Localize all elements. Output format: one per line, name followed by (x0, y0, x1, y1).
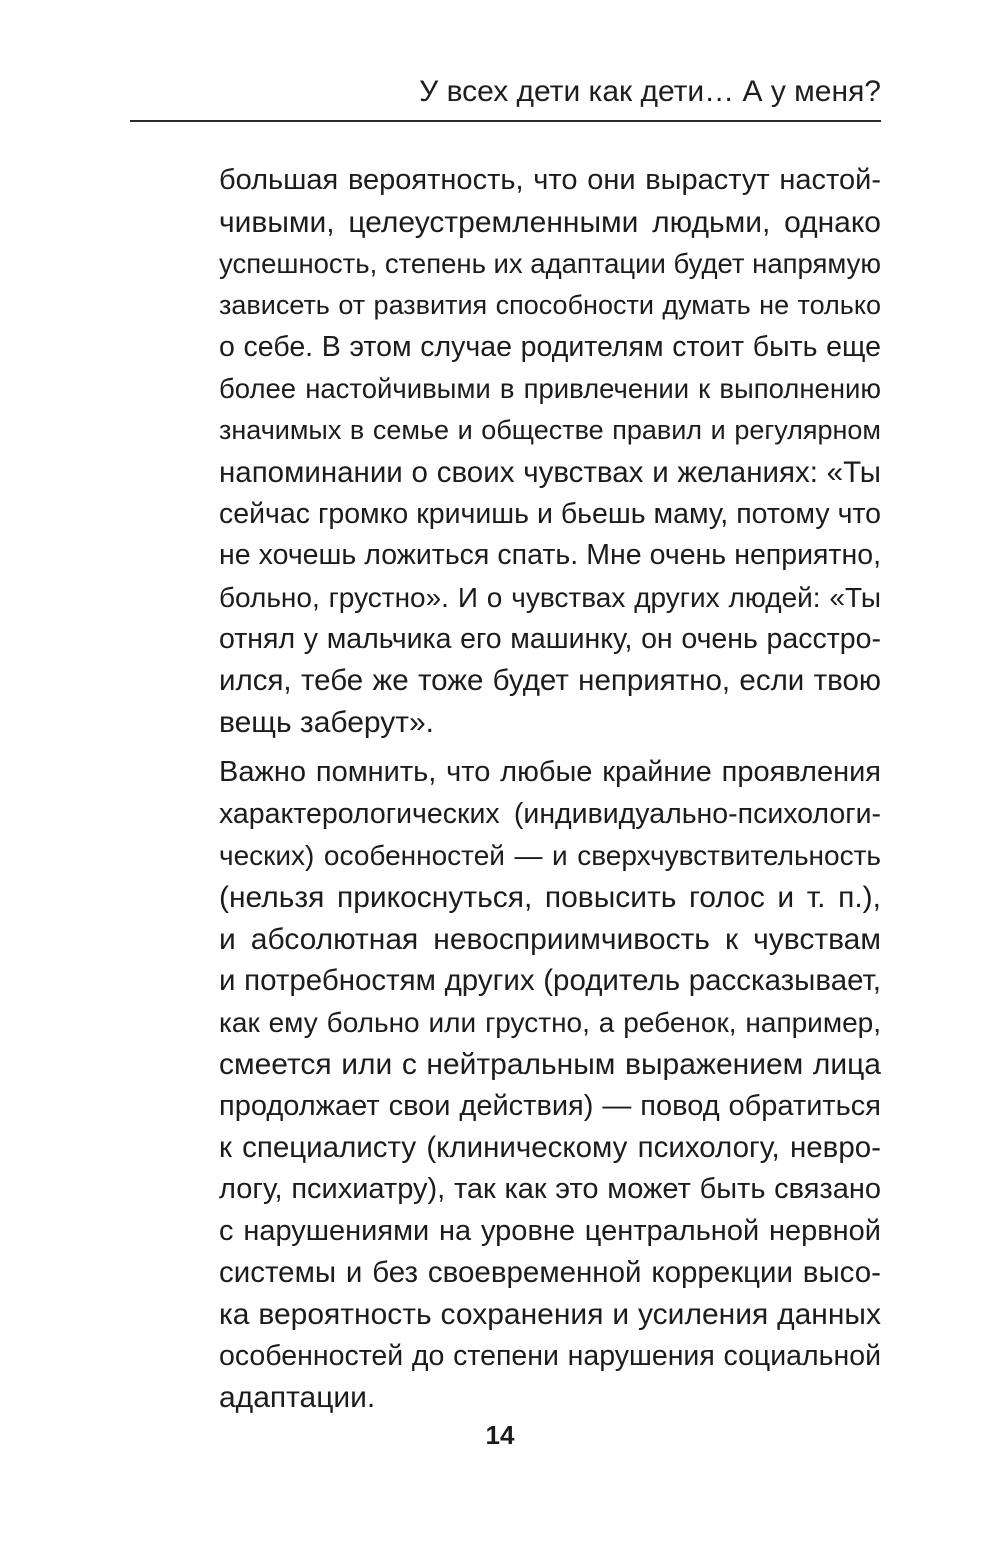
text-line: характерологических (индивидуально-психологи- (219, 797, 881, 830)
text-line: сейчас громко кричишь и бьешь маму, потому что (219, 497, 881, 530)
text-line: не хочешь ложиться спать. Мне очень неприятно, (219, 539, 881, 572)
text-line: более настойчивыми в привлечении к выполнению (219, 373, 881, 405)
paragraph-2 (219, 752, 881, 1419)
text-line: смеется или с нейтральным выражением лица (219, 1047, 881, 1081)
text-line: и потребностям других (родитель рассказывает, (219, 964, 881, 998)
text-line: адаптации. (219, 1381, 376, 1415)
page-number: 14 (485, 1420, 515, 1450)
text-line: успешность, степень их адаптации будет напрямую (219, 248, 882, 280)
text-line: отнял у мальчика его машинку, он очень расстро- (219, 622, 881, 655)
text-line: логу, психиатру), так как это может быть связано (219, 1172, 881, 1205)
text-line: ка вероятность сохранения и усиления данных (219, 1297, 881, 1331)
text-line: ческих) особенностей — и сверхчувствительность (219, 840, 881, 872)
text-line: большая вероятность, что они вырастут настой- (219, 164, 881, 196)
text-line: к специалисту (клиническому психологу, невро- (219, 1131, 881, 1165)
text-line: ился, тебе же тоже будет неприятно, если твою (219, 664, 881, 698)
paragraph-1 (219, 160, 881, 744)
text-line: значимых в семье и обществе правил и регулярном (219, 415, 881, 446)
text-line: Важно помнить, что любые крайние проявления (219, 756, 881, 788)
text-line: напоминании о своих чувствах и желаниях: «Ты (219, 455, 881, 489)
text-line: чивыми, целеустремленными людьми, однако (219, 205, 881, 239)
text-line: и абсолютная невосприимчивость к чувствам (219, 922, 881, 956)
text-line: (нельзя прикоснуться, повысить голос и т. п.), (219, 881, 881, 915)
running-header: У всех дети как дети… А у меня? (419, 75, 881, 108)
text-line: системы и без своевременной коррекции высо- (219, 1256, 881, 1290)
text-line: зависеть от развития способности думать не только (219, 290, 881, 321)
text-line: особенностей до степени нарушения социальной (219, 1339, 881, 1372)
text-line: как ему больно или грустно, а ребенок, например, (219, 1007, 881, 1039)
text-line: вещь заберут». (219, 705, 435, 739)
text-line: больно, грустно». И о чувствах других людей: «Ты (219, 581, 881, 613)
header-rule (130, 120, 881, 122)
text-line: о себе. В этом случае родителям стоит быть еще (219, 330, 881, 363)
text-line: с нарушениями на уровне центральной нервной (219, 1214, 881, 1247)
text-line: продолжает свои действия) — повод обратиться (219, 1089, 881, 1122)
